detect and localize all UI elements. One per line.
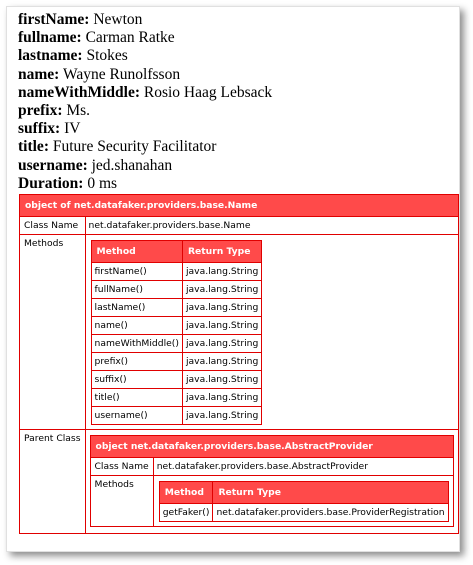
property-key: prefix:: [18, 102, 63, 120]
property-row: [18, 138, 272, 156]
table-row: [91, 353, 262, 371]
method-cell: prefix(): [91, 353, 182, 371]
property-row: [18, 29, 272, 47]
property-key: title:: [18, 138, 49, 156]
table-row: [91, 317, 262, 335]
return-type-cell: java.lang.String: [182, 335, 261, 353]
property-value: IV: [64, 120, 81, 138]
method-cell: username(): [91, 407, 182, 425]
parent-methods-label: Methods: [90, 476, 153, 527]
property-value: Carman Ratke: [85, 29, 175, 47]
table-row: [91, 299, 262, 317]
parent-methods-table: [159, 481, 449, 522]
method-cell: lastName(): [91, 299, 182, 317]
method-column-header: Method: [159, 482, 213, 504]
property-row: [18, 120, 272, 138]
table-row: [91, 263, 262, 281]
return-type-column-header: Return Type: [182, 241, 261, 263]
output-panel: [6, 6, 460, 552]
property-key: name:: [18, 65, 60, 83]
duration-value: 0 ms: [87, 174, 118, 192]
return-type-cell: java.lang.String: [182, 263, 261, 281]
parent-class-name-value: net.datafaker.providers.base.AbstractProvider: [153, 458, 453, 476]
property-value: Stokes: [86, 47, 128, 65]
property-key: nameWithMiddle:: [18, 83, 140, 101]
parent-class-name-label: Class Name: [90, 458, 153, 476]
table-row: [91, 281, 262, 299]
duration-row: [18, 175, 272, 193]
properties-list: [18, 11, 272, 193]
object-table: [19, 194, 459, 534]
method-cell: fullName(): [91, 281, 182, 299]
parent-object-table: [90, 435, 454, 527]
parent-class-label: Parent Class: [20, 430, 86, 534]
table-row: [159, 504, 448, 522]
property-row: [18, 157, 272, 175]
method-cell: nameWithMiddle(): [91, 335, 182, 353]
property-row: [18, 102, 272, 120]
methods-table: [91, 240, 263, 425]
method-cell: getFaker(): [159, 504, 213, 522]
property-key: suffix:: [18, 120, 61, 138]
table-row: [91, 407, 262, 425]
property-row: [18, 47, 272, 65]
table-row: [91, 389, 262, 407]
property-row: [18, 84, 272, 102]
return-type-cell: java.lang.String: [182, 353, 261, 371]
methods-label: Methods: [20, 235, 86, 430]
return-type-cell: java.lang.String: [182, 389, 261, 407]
return-type-cell: java.lang.String: [182, 371, 261, 389]
property-row: [18, 66, 272, 84]
class-name-value: net.datafaker.providers.base.Name: [85, 217, 458, 235]
table-row: [91, 335, 262, 353]
return-type-cell: java.lang.String: [182, 317, 261, 335]
class-name-label: Class Name: [20, 217, 86, 235]
parent-object-header: object net.datafaker.providers.base.AbstractProvider: [90, 436, 453, 458]
return-type-column-header: Return Type: [213, 482, 448, 504]
duration-label: Duration:: [18, 174, 84, 192]
property-value: Ms.: [66, 102, 91, 120]
property-value: jed.shanahan: [91, 156, 173, 174]
method-column-header: Method: [91, 241, 182, 263]
property-value: Rosio Haag Lebsack: [143, 83, 273, 101]
object-header: object of net.datafaker.providers.base.Name: [20, 195, 459, 217]
return-type-cell: java.lang.String: [182, 299, 261, 317]
method-cell: name(): [91, 317, 182, 335]
property-key: firstName:: [18, 11, 90, 28]
property-key: lastname:: [18, 47, 83, 65]
return-type-cell: java.lang.String: [182, 407, 261, 425]
method-cell: suffix(): [91, 371, 182, 389]
property-row: [18, 11, 272, 29]
return-type-cell: net.datafaker.providers.base.ProviderRegistration: [213, 504, 448, 522]
property-key: username:: [18, 156, 88, 174]
method-cell: title(): [91, 389, 182, 407]
table-row: [91, 371, 262, 389]
property-value: Future Security Facilitator: [52, 138, 217, 156]
property-value: Newton: [93, 11, 143, 28]
return-type-cell: java.lang.String: [182, 281, 261, 299]
property-key: fullname:: [18, 29, 82, 47]
property-value: Wayne Runolfsson: [62, 65, 181, 83]
method-cell: firstName(): [91, 263, 182, 281]
